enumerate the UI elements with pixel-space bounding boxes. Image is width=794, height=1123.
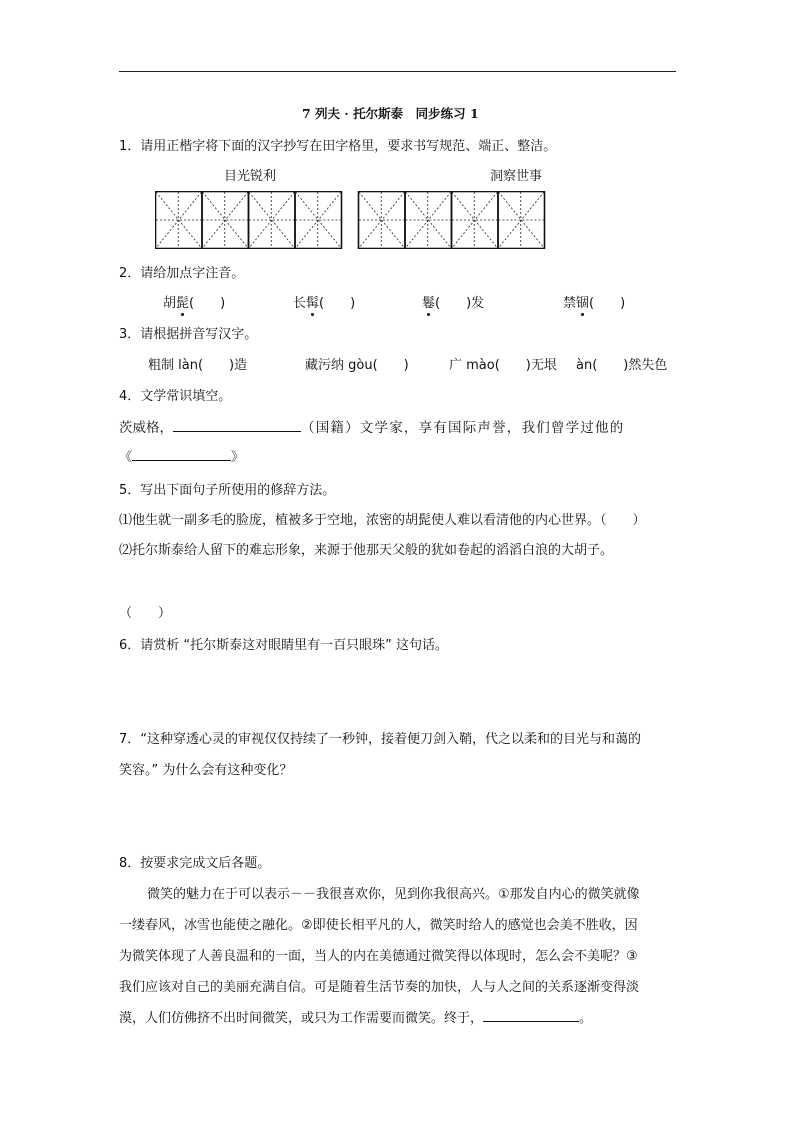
q2-item-4[interactable]	[563, 292, 625, 311]
q5-sentence-1[interactable]: ⑴他生就一副多毛的脸庞，植被多于空地，浓密的胡髭使人难以看清他的内心世界。（ ）	[119, 513, 646, 528]
q2-item-1-pre: 胡	[163, 296, 177, 311]
q2-item-2-blank[interactable]: ( )	[319, 296, 356, 311]
tianzige-cell[interactable]	[249, 192, 296, 249]
q8-passage-line-2: 一缕春风，冰雪也能使之融化。②即使长相平凡的人，微笑时给人的感觉也会美不胜收，因	[119, 918, 638, 933]
page-title: 7 列夫 · 托尔斯泰 同步练习 1	[302, 106, 479, 121]
q8-passage-line-1: 微笑的魅力在于可以表示－－我很喜欢你，见到你我很高兴。①那发自内心的微笑就像	[147, 887, 640, 902]
q8-line-5-text: 漠，人们仿佛挤不出时间微笑，或只为工作需要而微笑。终于，	[119, 1011, 484, 1026]
q8-line-5-end: 。	[579, 1011, 593, 1026]
question-8: 8．按要求完成文后各题。	[119, 856, 271, 871]
question-1: 1．请用正楷字将下面的汉字抄写在田字格里，要求书写规范、端正、整洁。	[119, 139, 557, 154]
q2-item-3-blank[interactable]: ( )发	[435, 296, 485, 311]
q2-item-4-blank[interactable]: ( )	[589, 296, 626, 311]
q2-item-2-pre: 长	[293, 296, 307, 311]
q4-line-1-start: 茨威格，	[119, 420, 173, 436]
q2-item-4-pre: 禁	[563, 296, 577, 311]
q4-line-1	[119, 416, 679, 436]
q2-item-1-dotted-char: 髭	[176, 296, 190, 311]
q1-word-b: 洞察世事	[490, 169, 543, 184]
q2-item-4-dotted-char: 锢	[576, 296, 590, 311]
question-2: 2．请给加点字注音。	[119, 266, 245, 281]
question-6: 6．请赏析 “托尔斯泰这对眼睛里有一百只眼珠” 这句话。	[119, 638, 449, 653]
q8-passage-line-3: 为微笑体现了人善良温和的一面，当人的内在美德通过微笑得以体现时，怎么会不美呢？③	[119, 949, 638, 964]
tianzige-group-a	[156, 192, 342, 249]
tianzige-cell[interactable]	[156, 192, 203, 249]
tianzige-cell[interactable]	[202, 192, 249, 249]
question-5: 5．写出下面句子所使用的修辞方法。	[119, 483, 336, 498]
tianzige-cell[interactable]	[498, 192, 545, 249]
question-4: 4．文学常识填空。	[119, 389, 232, 404]
q2-item-1[interactable]	[163, 292, 225, 311]
q3-item-4[interactable]: àn( )然失色	[576, 358, 668, 373]
q2-item-3-dotted-char: 鬈	[422, 296, 436, 311]
q8-answer-blank[interactable]	[483, 1020, 579, 1022]
q2-item-3[interactable]	[422, 292, 484, 311]
q3-item-3[interactable]: 广 mào( )无垠	[449, 358, 557, 373]
q4-work-blank[interactable]	[132, 459, 231, 461]
q8-passage-line-4: 我们应该对自己的美丽充满自信。可是随着生活节奏的加快，人与人之间的关系逐渐变得淡	[119, 980, 640, 995]
q5-sentence-2: ⑵托尔斯泰给人留下的难忘形象，来源于他那天父般的犹如卷起的滔滔白浪的大胡子。	[119, 543, 614, 558]
question-7-line-2: 笑容。” 为什么会有这种变化？	[119, 763, 293, 778]
tianzige-cell[interactable]	[295, 192, 342, 249]
q4-nationality-blank[interactable]	[173, 430, 301, 432]
q4-open-quote: 《	[119, 450, 133, 465]
header-rule	[119, 71, 676, 72]
q3-item-1[interactable]: 粗制 làn( )造	[148, 358, 248, 373]
tianzige-cell[interactable]	[452, 192, 499, 249]
q8-passage-line-5	[119, 1007, 592, 1026]
q4-line-1-end: （国籍）文学家，享有国际声誉，我们曾学过他的	[301, 420, 625, 436]
q4-line-2	[119, 446, 244, 465]
q5-sentence-2-answer[interactable]: （ ）	[119, 606, 172, 621]
q4-close-quote: 》	[231, 450, 245, 465]
q2-item-1-blank[interactable]: ( )	[189, 296, 226, 311]
q3-item-2[interactable]: 藏污纳 gòu( )	[305, 358, 409, 373]
q2-item-2[interactable]	[293, 292, 355, 311]
tianzige-group-b	[359, 192, 545, 249]
question-7-line-1: 7．“这种穿透心灵的审视仅仅持续了一秒钟，接着便刀剑入鞘，代之以柔和的目光与和蔼的	[119, 732, 642, 747]
question-3: 3．请根据拼音写汉字。	[119, 327, 258, 342]
q1-word-a: 目光锐利	[224, 169, 277, 184]
tianzige-cell[interactable]	[405, 192, 452, 249]
tianzige-grid[interactable]	[155, 191, 547, 249]
tianzige-cell[interactable]	[359, 192, 406, 249]
q2-item-2-dotted-char: 髯	[306, 296, 320, 311]
